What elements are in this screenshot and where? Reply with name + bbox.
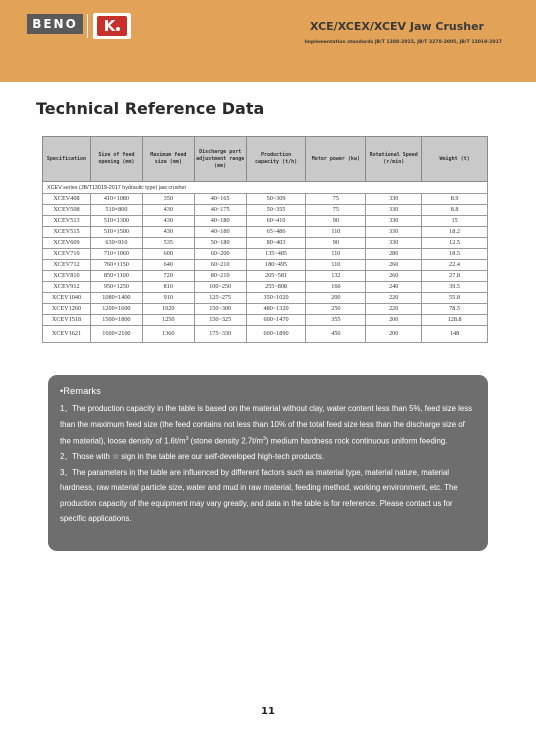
table-cell: 75	[306, 205, 366, 216]
table-cell: 510×1300	[90, 216, 142, 227]
table-row	[43, 326, 488, 343]
k-logo-letter: K	[103, 17, 116, 35]
table-cell: 80~403	[246, 238, 306, 249]
table-cell: 630×910	[90, 238, 142, 249]
table-cell: 350	[142, 194, 194, 205]
table-cell: 80~210	[194, 271, 246, 282]
table-cell: 200	[366, 326, 422, 343]
table-section-row	[43, 182, 488, 194]
table-cell: 60~200	[194, 249, 246, 260]
table-section-label: XCEV series (JB/T13019-2017 hydraulic type) jaw crusher	[43, 182, 488, 194]
table-cell: 200	[306, 293, 366, 304]
table-cell: 200	[366, 315, 422, 326]
table-cell: 330	[366, 227, 422, 238]
table-cell: 510×1500	[90, 227, 142, 238]
table-cell: 1020	[142, 304, 194, 315]
table-header-cell: Production capacity (t/h)	[246, 137, 306, 182]
table-cell: 600~1890	[246, 326, 306, 343]
table-cell: 40~180	[194, 227, 246, 238]
table-cell: 39.5	[422, 282, 488, 293]
table-cell: 75	[306, 194, 366, 205]
k-logo-mark	[97, 16, 127, 36]
table-header-cell: Specification	[43, 137, 91, 182]
table-cell: 850×1100	[90, 271, 142, 282]
table-cell: 330	[366, 205, 422, 216]
table-cell: 40~165	[194, 194, 246, 205]
table-cell: 535	[142, 238, 194, 249]
table-cell: 180~495	[246, 260, 306, 271]
table-cell: 280	[366, 249, 422, 260]
table-cell: 430	[142, 205, 194, 216]
table-cell: 330	[366, 216, 422, 227]
table-cell: 110	[306, 227, 366, 238]
table-cell: 260	[366, 260, 422, 271]
table-row	[43, 238, 488, 249]
table-cell: 135~485	[246, 249, 306, 260]
table-cell: XCEV810	[43, 271, 91, 282]
table-cell: 22.4	[422, 260, 488, 271]
table-cell: 350~1020	[246, 293, 306, 304]
table-cell: XCEV508	[43, 205, 91, 216]
table-header-cell: Size of feed opening (mm)	[90, 137, 142, 182]
table-cell: 240	[366, 282, 422, 293]
table-cell: 330	[366, 194, 422, 205]
table-cell: XCEV712	[43, 260, 91, 271]
table-row	[43, 282, 488, 293]
table-cell: 1360	[142, 326, 194, 343]
superscript: 3	[185, 436, 189, 442]
table-cell: 910	[142, 293, 194, 304]
table-cell: 1080×1400	[90, 293, 142, 304]
remarks-body	[60, 401, 476, 527]
table-cell: 27.8	[422, 271, 488, 282]
table-row	[43, 315, 488, 326]
table-cell: 450	[306, 326, 366, 343]
table-header-cell: Motor power (kw)	[306, 137, 366, 182]
table-cell: 410×1080	[90, 194, 142, 205]
table-cell: 1250	[142, 315, 194, 326]
table-cell: XCEV710	[43, 249, 91, 260]
table-row	[43, 293, 488, 304]
table-cell: 355	[306, 315, 366, 326]
table-cell: 330	[366, 238, 422, 249]
page-title: Technical Reference Data	[36, 99, 265, 118]
page-header	[0, 0, 536, 82]
table-cell: XCEV408	[43, 194, 91, 205]
table-cell: 220	[366, 304, 422, 315]
table-row	[43, 304, 488, 315]
table-row	[43, 205, 488, 216]
remark-item-1-part-b: (stone density 2.7t/m	[188, 436, 264, 446]
remarks-title: •Remarks	[60, 385, 101, 396]
table-cell: 40~175	[194, 205, 246, 216]
table-cell: 12.5	[422, 238, 488, 249]
table-cell: 50~355	[246, 205, 306, 216]
table-cell: 100~250	[194, 282, 246, 293]
table-cell: 65~486	[246, 227, 306, 238]
spec-table	[42, 136, 488, 343]
table-cell: 250	[306, 304, 366, 315]
header-subtitle: Implementation standards JB/T 1388-2015, JB/T 3270-2005, JB/T 13019-2017	[304, 40, 502, 45]
remark-item-2: 2、Those with ☆ sign in the table are our self-developed high-tech products.	[60, 452, 325, 462]
table-cell: XCEV1621	[43, 326, 91, 343]
table-cell: 128.8	[422, 315, 488, 326]
remark-item-1-part-c: ) medium hardness rock continuous uniform feeding.	[265, 436, 448, 446]
table-cell: 50~180	[194, 238, 246, 249]
table-cell: 110	[306, 249, 366, 260]
table-cell: 90	[306, 216, 366, 227]
table-cell: 110	[306, 260, 366, 271]
table-cell: 480~1320	[246, 304, 306, 315]
table-cell: 78.5	[422, 304, 488, 315]
table-header-row	[43, 137, 488, 182]
table-cell: 220	[366, 293, 422, 304]
table-cell: 90	[306, 238, 366, 249]
page-number: 11	[261, 706, 275, 717]
table-cell: XCEV1260	[43, 304, 91, 315]
table-cell: 640	[142, 260, 194, 271]
header-title: XCE/XCEX/XCEV Jaw Crusher	[310, 20, 484, 33]
remarks-box	[48, 375, 488, 551]
table-cell: 18.2	[422, 227, 488, 238]
table-cell: 430	[142, 216, 194, 227]
table-cell: XCEV515	[43, 227, 91, 238]
table-cell: 55.8	[422, 293, 488, 304]
table-row	[43, 271, 488, 282]
table-row	[43, 249, 488, 260]
table-body	[43, 182, 488, 343]
table-cell: 1600×2100	[90, 326, 142, 343]
table-cell: 1200×1600	[90, 304, 142, 315]
table-cell: 60~210	[194, 260, 246, 271]
table-cell: 150~325	[194, 315, 246, 326]
table-cell: 810	[142, 282, 194, 293]
table-cell: 260	[366, 271, 422, 282]
table-cell: 710×1060	[90, 249, 142, 260]
table-row	[43, 194, 488, 205]
remark-item-1-part-a: 1、The production capacity in the table is based on the material without clay, water content less than 5%, feed size less than the maximum feed size (the feed contains not less than 10% of the total feed size less than the discharge size of the material), loose density of 1.6t/m	[60, 404, 473, 446]
table-cell: 255~808	[246, 282, 306, 293]
table-cell: 50~309	[246, 194, 306, 205]
table-cell: 150~300	[194, 304, 246, 315]
table-cell: 125~275	[194, 293, 246, 304]
table-cell: 720	[142, 271, 194, 282]
table-cell: 18.5	[422, 249, 488, 260]
table-cell: XCEV513	[43, 216, 91, 227]
table-row	[43, 216, 488, 227]
table-row	[43, 260, 488, 271]
table-cell: XCEV1040	[43, 293, 91, 304]
table-cell: 760×1150	[90, 260, 142, 271]
table-cell: 60~410	[246, 216, 306, 227]
table-cell: 1500×1800	[90, 315, 142, 326]
table-cell: 600~1470	[246, 315, 306, 326]
table-cell: 510×800	[90, 205, 142, 216]
beno-logo: BENO	[27, 14, 83, 34]
table-cell: XCEV609	[43, 238, 91, 249]
table-header-cell: Weight (t)	[422, 137, 488, 182]
k-logo	[93, 13, 131, 39]
table-cell: 8.9	[422, 194, 488, 205]
k-logo-dot	[116, 27, 120, 31]
table-header-cell: Discharge port adjustment range (mm)	[194, 137, 246, 182]
table-cell: 40~180	[194, 216, 246, 227]
table-header-cell: Maximum feed size (mm)	[142, 137, 194, 182]
table-cell: 175~330	[194, 326, 246, 343]
table-cell: 600	[142, 249, 194, 260]
table-cell: 160	[306, 282, 366, 293]
table-cell: 132	[306, 271, 366, 282]
table-cell: 15	[422, 216, 488, 227]
superscript: 3	[263, 436, 266, 442]
table-cell: 205~581	[246, 271, 306, 282]
table-cell: 430	[142, 227, 194, 238]
table-cell: 950×1250	[90, 282, 142, 293]
table-cell: XCEV1518	[43, 315, 91, 326]
logo-divider	[87, 14, 88, 38]
table-cell: XCEV912	[43, 282, 91, 293]
remark-item-3: 3、The parameters in the table are influenced by different factors such as material type, material nature, material hardness, raw material particle size, water and mud in raw material, feeding method, working environment, etc. The production capacity of the equipment may vary greatly, and data in the table is for reference. Please contact us for specific applications.	[60, 467, 458, 524]
table-header-cell: Rotational Speed (r/min)	[366, 137, 422, 182]
remark-item-1	[60, 401, 476, 449]
table-cell: 148	[422, 326, 488, 343]
table-row	[43, 227, 488, 238]
table-cell: 8.8	[422, 205, 488, 216]
